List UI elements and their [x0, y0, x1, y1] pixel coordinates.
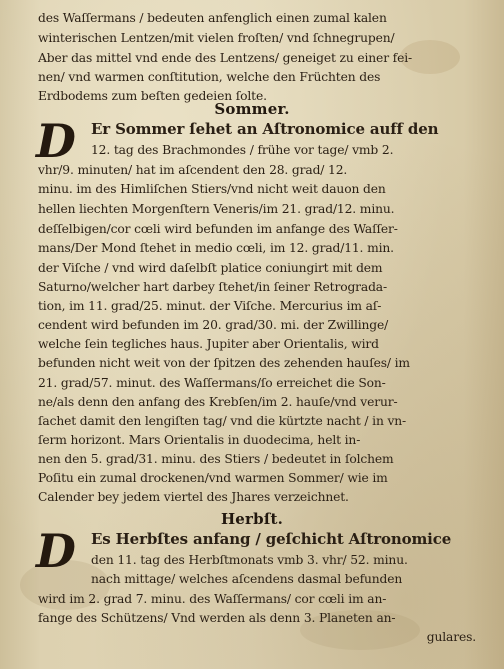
text-line: hellen liechten Morgenſtern Veneris/im 21. grad/12. minu.: [38, 202, 395, 216]
text-line: 12. tag des Brachmondes / frühe vor tage/ vmb 2.: [91, 143, 394, 157]
section-lead-line: Es Herbſtes anfang / geſchicht Aſtronomice: [91, 532, 452, 547]
section-heading-herbst: Herbſt.: [220, 510, 284, 528]
text-line: minu. im des Himliſchen Stiers/vnd nicht weit dauon den: [38, 182, 386, 196]
section-heading-sommer: Sommer.: [214, 100, 290, 118]
drop-cap: D: [36, 524, 76, 578]
text-line: 21. grad/57. minut. des Waſſermans/ſo erreichet die Son-: [38, 376, 386, 390]
text-line: fange des Schützens/ Vnd werden als denn 3. Planeten an-: [38, 611, 396, 625]
text-line: nen/ vnd warmen conſtitution, welche den Früchten des: [38, 70, 381, 84]
text-line: nen den 5. grad/31. minu. des Stiers / bedeutet in ſolchem: [38, 452, 394, 466]
text-line: deſſelbigen/cor cœli wird befunden im anfange des Waſſer-: [38, 222, 398, 236]
text-line: ne/als denn den anfang des Krebſen/im 2. hauſe/vnd verur-: [38, 395, 398, 409]
text-line: nach mittage/ welches aſcendens dasmal befunden: [91, 572, 403, 586]
text-line: der Viſche / vnd wird daſelbſt platice coniungirt mit dem: [38, 261, 383, 275]
text-line: befunden nicht weit von der ſpitzen des zehenden hauſes/ im: [38, 356, 410, 370]
text-line: Poſitu ein zumal drockenen/vnd warmen Sommer/ wie im: [38, 471, 388, 485]
text-line: ſachet damit den lengiſten tag/ vnd die kürtzte nacht / in vn-: [38, 414, 407, 428]
text-line: vhr/9. minuten/ hat im aſcendent den 28. grad/ 12.: [38, 163, 348, 177]
drop-cap: D: [36, 114, 76, 168]
text-line: tion, im 11. grad/25. minut. der Viſche. Mercurius im aſ-: [38, 299, 382, 313]
text-line: winterischen Lentzen/mit vielen froſten/ vnd ſchnegrupen/: [38, 31, 395, 45]
text-line: Aber das mittel vnd ende des Lentzens/ geneiget zu einer fei-: [38, 51, 412, 65]
text-line: Calender bey jedem viertel des Jhares verzeichnet.: [38, 490, 349, 504]
text-line: mans/Der Mond ſtehet in medio cœli, im 12. grad/11. min.: [38, 241, 394, 255]
text-line: Saturno/welcher hart darbey ſtehet/in ſeiner Retrograda-: [38, 280, 387, 294]
text-line: welche ſein tegliches haus. Jupiter aber Orientalis, wird: [38, 337, 379, 351]
text-line: des Waſſermans / bedeuten anfenglich einen zumal kalen: [38, 11, 387, 25]
text-line: cendent wird befunden im 20. grad/30. mi. der Zwillinge/: [38, 318, 389, 332]
text-line: Erdbodems zum beſten gedeien ſolte.: [38, 89, 267, 103]
text-line: gulares.: [426, 630, 476, 644]
text-line: den 11. tag des Herbſtmonats vmb 3. vhr/ 52. minu.: [91, 553, 408, 567]
section-lead-line: Er Sommer ſehet an Aſtronomice auff den: [91, 122, 439, 137]
text-line: ſerm horizont. Mars Orientalis in duodecima, helt in-: [38, 433, 361, 447]
text-line: wird im 2. grad 7. minu. des Waſſermans/ cor cœli im an-: [38, 592, 387, 606]
